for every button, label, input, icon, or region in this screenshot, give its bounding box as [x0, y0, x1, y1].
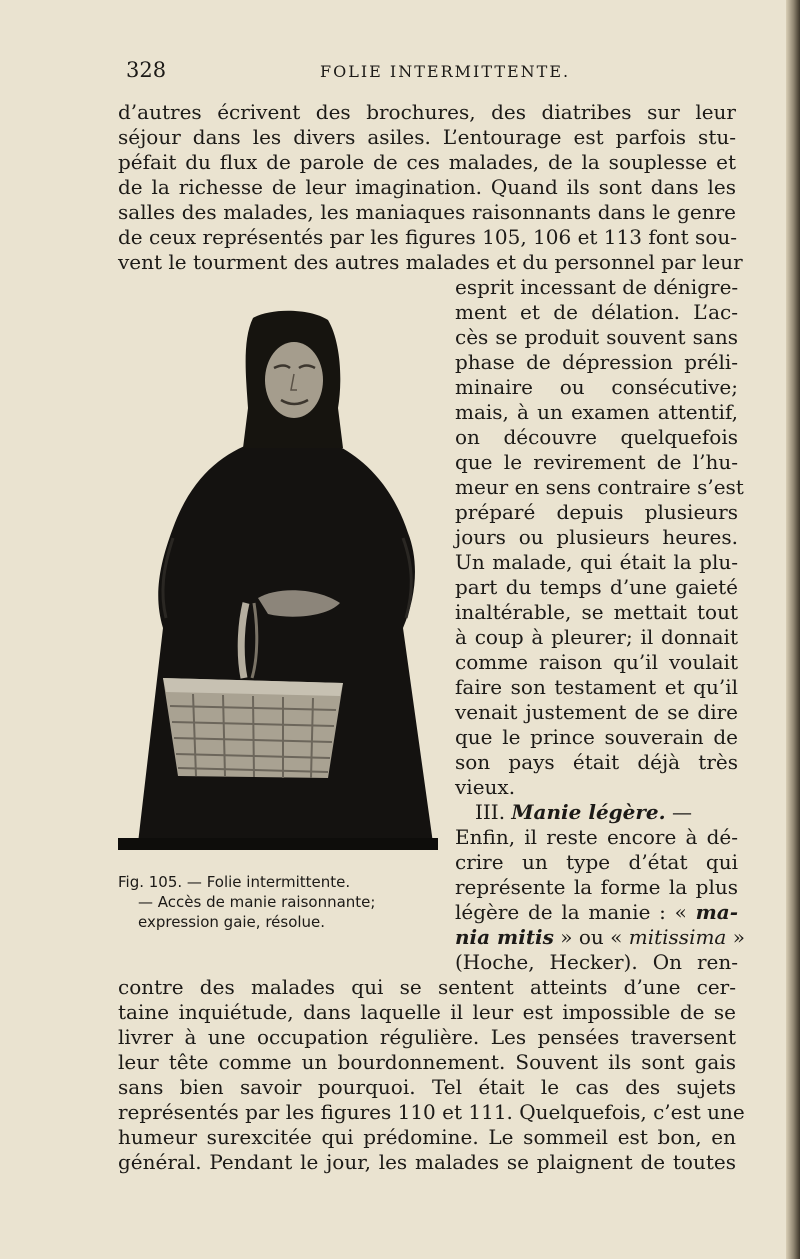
section-dash: —	[671, 800, 692, 824]
text-line: esprit incessant de dénigre-	[455, 275, 739, 299]
running-title: FOLIE INTERMITTENTE.	[320, 62, 571, 81]
caption-line: Fig. 105. — Folie intermittente.	[118, 873, 351, 891]
woman-with-basket-illustration	[118, 298, 438, 850]
text-line: (Hoche, Hecker). On ren-	[455, 950, 738, 974]
text-line: ment et de délation. L’ac-	[455, 300, 738, 324]
text-line: crire un type d’état qui	[455, 850, 738, 874]
text-line: séjour dans les divers asiles. L’entourage est parfois stu-	[118, 125, 736, 149]
text-line: sans bien savoir pourquoi. Tel était le cas des sujets	[118, 1075, 736, 1099]
text-line: à coup à pleurer; il donnait	[455, 625, 738, 649]
text-line: péfait du flux de parole de ces malades, de la souplesse et	[118, 150, 736, 174]
caption-line: — Accès de manie raisonnante;	[138, 893, 376, 911]
page-header	[120, 58, 740, 88]
text-line: Enfin, il reste encore à dé-	[455, 825, 738, 849]
text-line: phase de dépression préli-	[455, 350, 738, 374]
text-line: salles des malades, les maniaques raisonnants dans le genre	[118, 200, 736, 224]
text-line: faire son testament et qu’il	[455, 675, 738, 699]
text-line: mais, à un examen attentif,	[455, 400, 738, 424]
text-line: représente la forme la plus	[455, 875, 738, 899]
text-line	[455, 925, 745, 950]
latin-term: nia mitis	[455, 925, 554, 949]
text-line: préparé depuis plusieurs	[455, 500, 738, 524]
text-fragment: »	[726, 925, 745, 949]
figure-photo	[118, 298, 438, 850]
text-line: de ceux représentés par les figures 105, 106 et 113 font sou-	[118, 225, 738, 249]
text-line: que le prince souverain de	[455, 725, 738, 749]
text-line: vent le tourment des autres malades et du personnel par leur	[118, 250, 743, 274]
text-line: général. Pendant le jour, les malades se plaignent de toutes	[118, 1150, 736, 1174]
text-line: livrer à une occupation régulière. Les pensées traversent	[118, 1025, 736, 1049]
text-line: de la richesse de leur imagination. Quand ils sont dans les	[118, 175, 736, 199]
text-line: que le revirement de l’hu-	[455, 450, 738, 474]
latin-term: ma-	[695, 900, 738, 924]
text-line: d’autres écrivent des brochures, des diatribes sur leur	[118, 100, 736, 124]
page-edge	[786, 0, 800, 1259]
text-line: comme raison qu’il voulait	[455, 650, 738, 674]
text-line	[455, 900, 738, 925]
text-line: meur en sens contraire s’est	[455, 475, 744, 499]
text-line: part du temps d’une gaieté	[455, 575, 738, 599]
text-line: cès se produit souvent sans	[455, 325, 738, 349]
text-fragment: » ou «	[553, 925, 629, 949]
text-line: venait justement de se dire	[455, 700, 738, 724]
text-line: taine inquiétude, dans laquelle il leur est impossible de se	[118, 1000, 736, 1024]
section-heading: Manie légère.	[511, 800, 666, 824]
text-line: son pays était déjà très	[455, 750, 738, 774]
section-number: III.	[475, 800, 506, 824]
text-line: contre des malades qui se sentent atteints d’une cer-	[118, 975, 736, 999]
text-line: représentés par les figures 110 et 111. Quelquefois, c’est une	[118, 1100, 745, 1124]
text-line: jours ou plusieurs heures.	[455, 525, 738, 549]
text-line: vieux.	[455, 775, 516, 799]
text-line: leur tête comme un bourdonnement. Souvent ils sont gais	[118, 1050, 736, 1074]
text-line: on découvre quelquefois	[455, 425, 738, 449]
text-line: minaire ou consécutive;	[455, 375, 738, 399]
caption-line: expression gaie, résolue.	[138, 913, 326, 931]
text-line: Un malade, qui était la plu-	[455, 550, 738, 574]
page-number: 328	[126, 58, 167, 82]
text-fragment: légère de la manie : «	[455, 900, 696, 924]
section-heading-line	[475, 800, 738, 825]
text-line: humeur surexcitée qui prédomine. Le sommeil est bon, en	[118, 1125, 736, 1149]
latin-term: mitissima	[628, 925, 727, 949]
text-line: inaltérable, se mettait tout	[455, 600, 738, 624]
